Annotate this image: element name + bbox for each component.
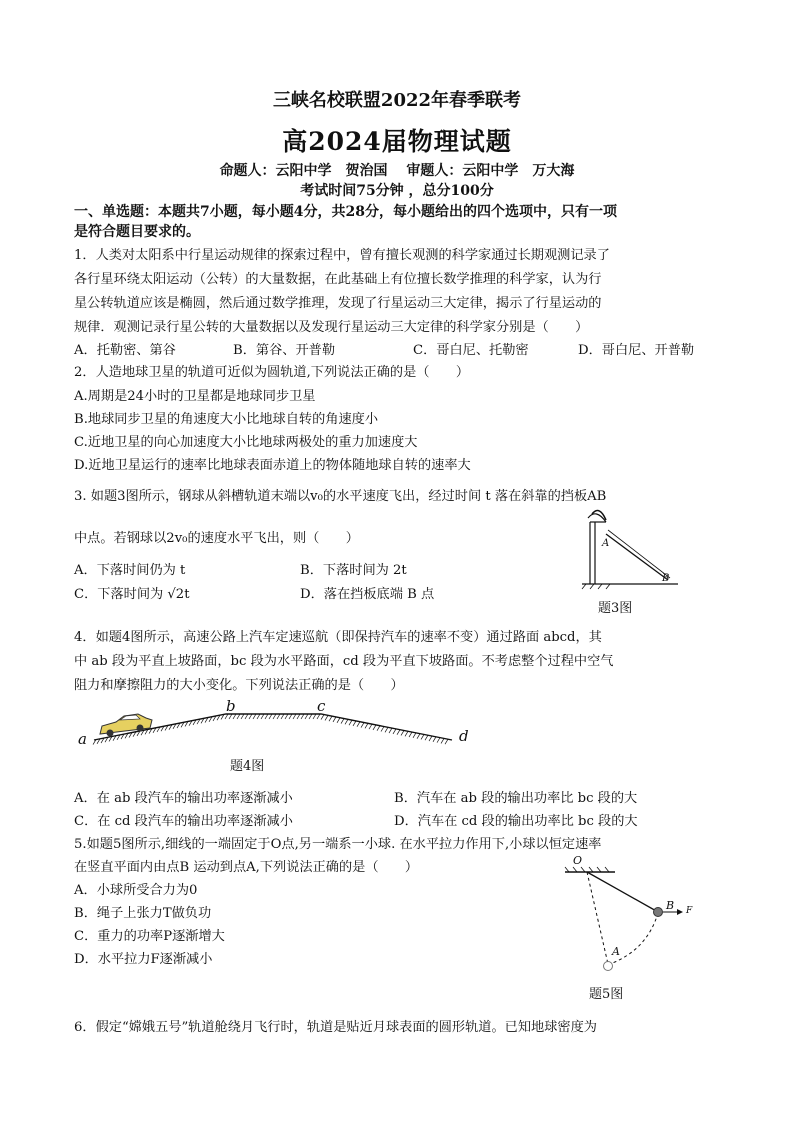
- question-text: 2．人造地球卫星的轨道可近似为圆轨道,下列说法正确的是（ ）: [74, 365, 470, 380]
- hatch-mark: [289, 714, 292, 719]
- hatch-mark: [297, 714, 300, 719]
- hatch-mark: [441, 738, 444, 743]
- section-heading: 一、单选题：本题共7小题，每小题4分，共28分，每小题给出的四个选项中，只有一项: [74, 204, 617, 220]
- fig4-label-a: a: [78, 730, 87, 748]
- option-b: B.地球同步卫星的角速度大小比地球自转的角速度小: [74, 412, 379, 427]
- hatch-mark: [241, 714, 244, 719]
- question-text: 阻力和摩擦阻力的大小变化。下列说法正确的是（ ）: [74, 678, 404, 693]
- figure-5-caption: 题5图: [589, 987, 624, 1002]
- exam-info: 考试时间75分钟 ，总分100分: [300, 183, 494, 199]
- hatch-mark: [373, 725, 376, 730]
- option-d: D.近地卫星运行的速率比地球表面赤道上的物体随地球自转的速率大: [74, 458, 471, 473]
- hatch-mark: [273, 714, 276, 719]
- fig5-label-b: B: [666, 899, 675, 912]
- figure-4-caption: 题4图: [230, 759, 265, 774]
- hatch-mark: [249, 714, 252, 719]
- hatch-mark: [257, 714, 260, 719]
- hatch-mark: [405, 731, 408, 736]
- question-text: 规律．观测记录行星公转的大量数据以及发现行星运动三大定律的科学家分别是（ ）: [74, 320, 589, 335]
- hatch-mark: [357, 722, 360, 727]
- hatch-mark: [361, 723, 364, 728]
- question-text: 4．如题4图所示，高速公路上汽车定速巡航（即保持汽车的速率不变）通过路面 abcd，其: [74, 630, 602, 645]
- question-text: 1．人类对太阳系中行星运动规律的探索过程中，曾有擅长观测的科学家通过长期观测记录了: [74, 248, 610, 263]
- fig5-label-f: F: [686, 906, 693, 916]
- option-a: A．小球所受合力为0: [74, 883, 198, 898]
- hatch-mark: [445, 739, 448, 744]
- option-b: B．第谷、开普勒: [233, 343, 336, 358]
- hatch-mark: [245, 714, 248, 719]
- fig3-label-a: A: [602, 538, 610, 549]
- option-d: D．落在挡板底端 B 点: [300, 587, 435, 602]
- hatch-mark: [277, 714, 280, 719]
- section-heading-cont: 是符合题目要求的。: [74, 224, 200, 240]
- hatch-mark: [413, 733, 416, 738]
- hatch-mark: [353, 721, 356, 726]
- authors-line: 命题人：云阳中学 贺治国 审题人：云阳中学 万大海: [219, 163, 575, 179]
- figure-3-caption: 题3图: [598, 601, 633, 616]
- question-text: 星公转轨道应该是椭圆，然后通过数学推理，发现了行星运动三大定律，揭示了行星运动的: [74, 296, 602, 311]
- fig4-label-d: d: [459, 727, 469, 745]
- option-c: C．下落时间为 √2t: [74, 587, 190, 602]
- question-text: 3. 如题3图所示，钢球从斜槽轨道末端以v₀的水平速度飞出，经过时间 t 落在斜靠的挡板AB: [74, 489, 607, 504]
- hatch-mark: [329, 716, 332, 721]
- option-b: B．汽车在 ab 段的输出功率比 bc 段的大: [394, 791, 638, 806]
- hatch-mark: [333, 717, 336, 722]
- hatch-mark: [313, 714, 316, 719]
- hatch-mark: [269, 714, 272, 719]
- figure-5-pendulum: [555, 860, 705, 975]
- hatch-mark: [393, 729, 396, 734]
- hatch-mark: [437, 738, 440, 743]
- option-c: C.近地卫星的向心加速度大小比地球两极处的重力加速度大: [74, 435, 418, 450]
- question-text: 6．假定“嫦娥五号”轨道舱绕月飞行时，轨道是贴近月球表面的圆形轨道。已知地球密度为: [74, 1020, 597, 1035]
- hatch-mark: [397, 730, 400, 735]
- option-a: A.周期是24小时的卫星都是地球同步卫星: [74, 389, 316, 404]
- hatch-mark: [381, 727, 384, 732]
- hatch-mark: [417, 734, 420, 739]
- option-d: D．哥白尼、开普勒: [578, 343, 695, 358]
- question-text: 中点。若钢球以2v₀的速度水平飞出，则（ ）: [74, 531, 359, 546]
- hatch-mark: [433, 737, 436, 742]
- hatch-mark: [345, 719, 348, 724]
- option-b: B．绳子上张力T做负功: [74, 906, 212, 921]
- fig3-label-b: B: [662, 573, 670, 584]
- question-text: 各行星环绕太阳运动（公转）的大量数据，在此基础上有位擅长数学推理的科学家，认为行: [74, 272, 602, 287]
- option-a: A．在 ab 段汽车的输出功率逐渐减小: [74, 791, 293, 806]
- hatch-mark: [385, 727, 388, 732]
- fig4-label-c: c: [317, 697, 326, 715]
- question-text: 在竖直平面内由点B 运动到点A,下列说法正确的是（ ）: [74, 860, 419, 875]
- hatch-mark: [321, 715, 324, 720]
- hatch-mark: [261, 714, 264, 719]
- hatch-mark: [281, 714, 284, 719]
- question-text: 5.如题5图所示,细线的一端固定于O点,另一端系一小球. 在水平拉力作用下,小球以恒定速率: [74, 837, 602, 852]
- hatch-mark: [377, 726, 380, 731]
- option-a: A．下落时间仍为 t: [74, 563, 186, 578]
- option-b: B．下落时间为 2t: [300, 563, 407, 578]
- hatch-mark: [365, 723, 368, 728]
- hatch-mark: [341, 719, 344, 724]
- hatch-mark: [237, 714, 240, 719]
- hatch-mark: [421, 734, 424, 739]
- hatch-mark: [325, 715, 328, 720]
- option-c: C．在 cd 段汽车的输出功率逐渐减小: [74, 814, 293, 829]
- option-c: C．哥白尼、托勒密: [413, 343, 529, 358]
- fig4-label-b: b: [226, 697, 236, 715]
- hatch-mark: [349, 720, 352, 725]
- figure-4-road: [86, 700, 466, 750]
- hatch-mark: [309, 714, 312, 719]
- option-c: C．重力的功率P逐渐增大: [74, 929, 225, 944]
- hatch-mark: [409, 732, 412, 737]
- option-d: D．汽车在 cd 段的输出功率比 bc 段的大: [394, 814, 638, 829]
- hatch-mark: [429, 736, 432, 741]
- page-title: 高2024届物理试题: [282, 127, 512, 156]
- hatch-mark: [369, 724, 372, 729]
- fig5-label-o: O: [573, 854, 583, 867]
- hatch-mark: [293, 714, 296, 719]
- hatch-mark: [305, 714, 308, 719]
- option-d: D．水平拉力F逐渐减小: [74, 952, 213, 967]
- exam-series-title: 三峡名校联盟2022年春季联考: [272, 90, 522, 111]
- hatch-mark: [265, 714, 268, 719]
- option-a: A．托勒密、第谷: [74, 343, 176, 358]
- hatch-mark: [389, 728, 392, 733]
- hatch-mark: [337, 718, 340, 723]
- figure-3-ramp: [578, 508, 688, 594]
- fig5-label-a: A: [612, 945, 620, 958]
- question-text: 中 ab 段为平直上坡路面，bc 段为水平路面，cd 段为平直下坡路面。不考虑整个过程中空气: [74, 654, 614, 669]
- hatch-mark: [425, 735, 428, 740]
- hatch-mark: [401, 730, 404, 735]
- hatch-mark: [285, 714, 288, 719]
- hatch-mark: [253, 714, 256, 719]
- hatch-mark: [301, 714, 304, 719]
